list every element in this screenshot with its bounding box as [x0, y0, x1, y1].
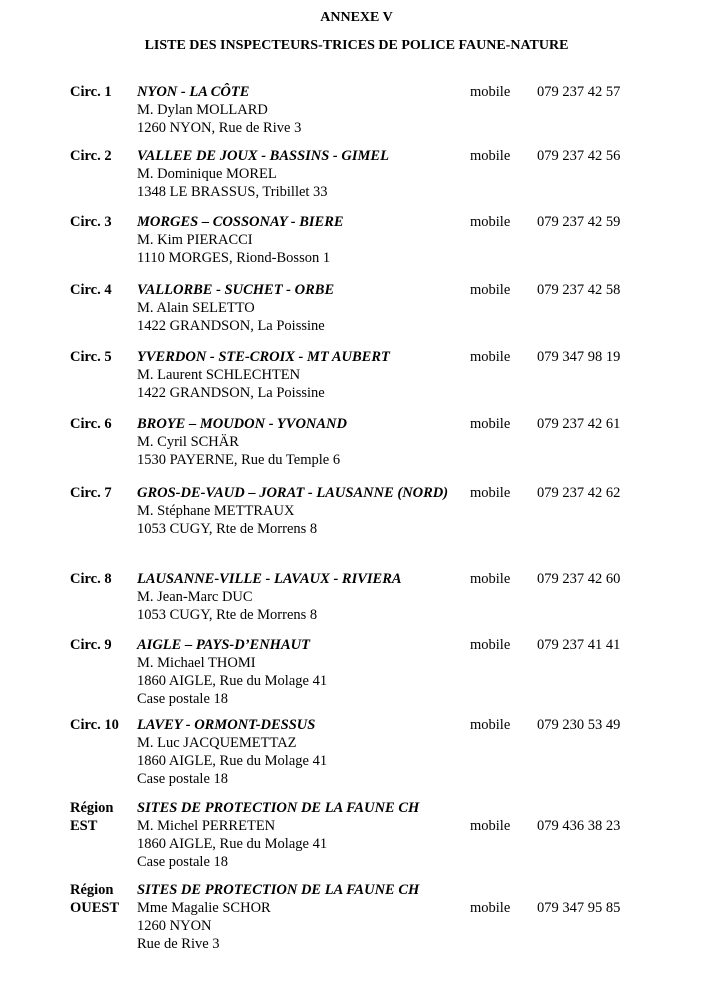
phone-number: 079 237 42 62	[537, 485, 621, 501]
phone-number: 079 436 38 23	[537, 818, 621, 834]
address-line: 1860 AIGLE, Rue du Molage 41	[137, 673, 328, 689]
area-name: SITES DE PROTECTION DE LA FAUNE CH	[137, 882, 420, 898]
address-line: 1110 MORGES, Riond-Bosson 1	[137, 250, 331, 266]
area-name: MORGES – COSSONAY - BIERE	[137, 214, 344, 230]
address-line: 1422 GRANDSON, La Poissine	[137, 385, 325, 401]
circuit-label: Région OUEST	[70, 882, 120, 916]
inspector-details	[137, 716, 467, 788]
inspector-name: M. Michael THOMI	[137, 655, 256, 671]
phone-number: 079 230 53 49	[537, 717, 621, 733]
circuit-label: Circ. 7	[70, 485, 112, 501]
inspector-details	[137, 636, 467, 708]
inspector-details	[137, 881, 467, 953]
inspector-details	[137, 799, 467, 871]
area-name: NYON - LA CÔTE	[137, 84, 250, 100]
phone-number: 079 347 95 85	[537, 900, 621, 916]
circuit-label: Circ. 8	[70, 571, 112, 587]
area-name: BROYE – MOUDON - YVONAND	[137, 416, 347, 432]
inspector-name: M. Stéphane METTRAUX	[137, 503, 295, 519]
circuit-label: Région EST	[70, 800, 114, 834]
list-title: LISTE DES INSPECTEURS-TRICES DE POLICE FAUNE-NATURE	[144, 38, 569, 53]
inspector-details	[137, 484, 467, 538]
inspector-details	[137, 415, 467, 469]
phone-number: 079 237 41 41	[537, 637, 621, 653]
inspector-name: M. Alain SELETTO	[137, 300, 255, 316]
mobile-label: mobile	[470, 349, 511, 365]
inspector-details	[137, 570, 467, 624]
mobile-label: mobile	[470, 214, 511, 230]
circuit-label: Circ. 1	[70, 84, 112, 100]
address-line: 1860 AIGLE, Rue du Molage 41	[137, 836, 328, 852]
address-line: Case postale 18	[137, 691, 229, 707]
mobile-label: mobile	[470, 148, 511, 164]
area-name: VALLORBE - SUCHET - ORBE	[137, 282, 335, 298]
mobile-label: mobile	[470, 717, 511, 733]
inspector-name: M. Jean-Marc DUC	[137, 589, 253, 605]
annex-title: ANNEXE V	[320, 10, 393, 25]
mobile-label: mobile	[470, 818, 511, 834]
area-name: VALLEE DE JOUX - BASSINS - GIMEL	[137, 148, 389, 164]
inspector-details	[137, 83, 467, 137]
area-name: LAVEY - ORMONT-DESSUS	[137, 717, 316, 733]
inspector-name: M. Kim PIERACCI	[137, 232, 253, 248]
circuit-label: Circ. 3	[70, 214, 112, 230]
inspector-details	[137, 213, 467, 267]
address-line: 1260 NYON, Rue de Rive 3	[137, 120, 302, 136]
inspector-name: M. Michel PERRETEN	[137, 818, 276, 834]
area-name: GROS-DE-VAUD – JORAT - LAUSANNE (NORD)	[137, 485, 449, 501]
phone-number: 079 237 42 60	[537, 571, 621, 587]
inspector-details	[137, 348, 467, 402]
area-name: SITES DE PROTECTION DE LA FAUNE CH	[137, 800, 420, 816]
address-line: 1860 AIGLE, Rue du Molage 41	[137, 753, 328, 769]
address-line: 1053 CUGY, Rte de Morrens 8	[137, 607, 318, 623]
phone-number: 079 237 42 57	[537, 84, 621, 100]
mobile-label: mobile	[470, 900, 511, 916]
circuit-label: Circ. 4	[70, 282, 112, 298]
inspector-details	[137, 147, 467, 201]
address-line: 1348 LE BRASSUS, Tribillet 33	[137, 184, 328, 200]
inspector-name: M. Dominique MOREL	[137, 166, 277, 182]
mobile-label: mobile	[470, 416, 511, 432]
phone-number: 079 347 98 19	[537, 349, 621, 365]
phone-number: 079 237 42 59	[537, 214, 621, 230]
address-line: Case postale 18	[137, 771, 229, 787]
mobile-label: mobile	[470, 282, 511, 298]
inspector-name: M. Cyril SCHÄR	[137, 434, 239, 450]
circuit-label: Circ. 10	[70, 717, 119, 733]
address-line: 1530 PAYERNE, Rue du Temple 6	[137, 452, 341, 468]
phone-number: 079 237 42 61	[537, 416, 621, 432]
address-line: 1260 NYON	[137, 918, 212, 934]
circuit-label: Circ. 6	[70, 416, 112, 432]
address-line: Case postale 18	[137, 854, 229, 870]
circuit-label: Circ. 5	[70, 349, 112, 365]
circuit-label: Circ. 2	[70, 148, 112, 164]
inspector-name: M. Laurent SCHLECHTEN	[137, 367, 301, 383]
phone-number: 079 237 42 58	[537, 282, 621, 298]
inspector-details	[137, 281, 467, 335]
area-name: LAUSANNE-VILLE - LAVAUX - RIVIERA	[137, 571, 402, 587]
area-name: AIGLE – PAYS-D’ENHAUT	[137, 637, 310, 653]
inspector-name: M. Dylan MOLLARD	[137, 102, 268, 118]
inspector-name: Mme Magalie SCHOR	[137, 900, 271, 916]
mobile-label: mobile	[470, 84, 511, 100]
mobile-label: mobile	[470, 637, 511, 653]
address-line: Rue de Rive 3	[137, 936, 220, 952]
mobile-label: mobile	[470, 571, 511, 587]
phone-number: 079 237 42 56	[537, 148, 621, 164]
circuit-label: Circ. 9	[70, 637, 112, 653]
area-name: YVERDON - STE-CROIX - MT AUBERT	[137, 349, 390, 365]
inspector-name: M. Luc JACQUEMETTAZ	[137, 735, 297, 751]
address-line: 1422 GRANDSON, La Poissine	[137, 318, 325, 334]
address-line: 1053 CUGY, Rte de Morrens 8	[137, 521, 318, 537]
mobile-label: mobile	[470, 485, 511, 501]
